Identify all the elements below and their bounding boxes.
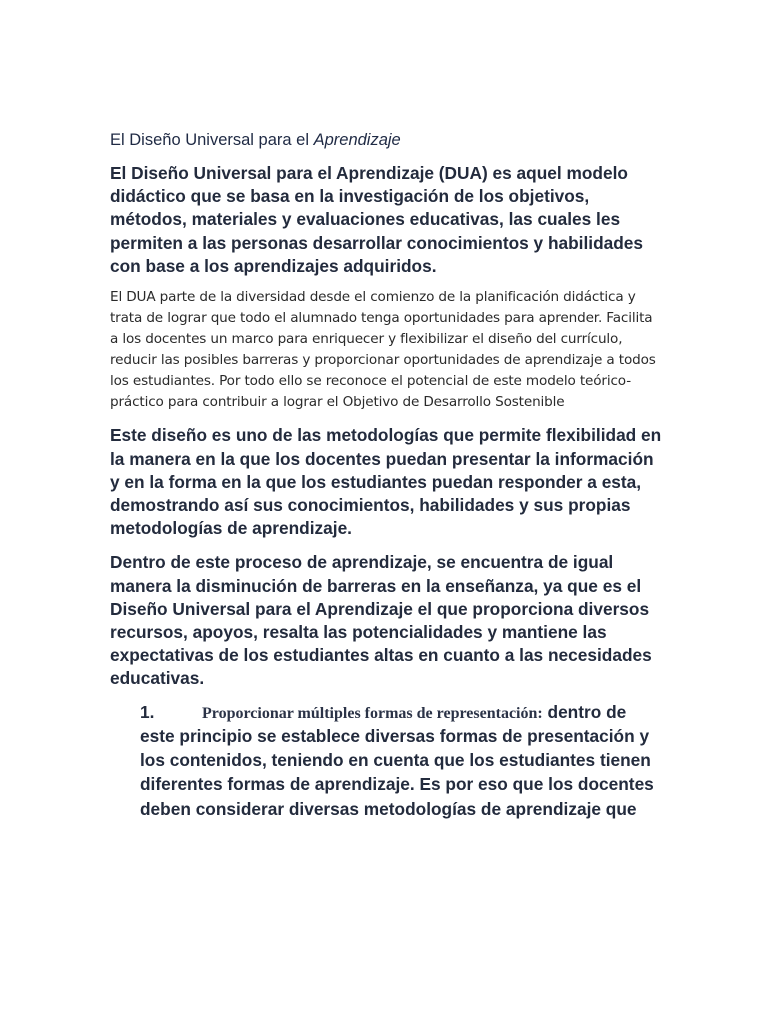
list-item-principle-1 [110, 701, 662, 822]
paragraph-dua-diversity: El DUA parte de la diversidad desde el comienzo de la planificación didáctica y trata de lograr que todo el alumnado tenga oportunidades para aprender. Facilita a los docentes un marco para enriquecer y flexibilizar el diseño del currículo, reducir las posibles barreras y proporcionar oportunidades de aprendizaje a todos los estudiantes. Por todo ello se reconoce el potencial de este modelo teórico-práctico para contribuir a lograr el Objetivo de Desarrollo Sostenible [110, 289, 656, 410]
paragraph-barriers: Dentro de este proceso de aprendizaje, se encuentra de igual manera la disminución de barreras en la enseñanza, ya que es el Diseño Universal para el Aprendizaje el que proporciona diversos recursos, apoyos, resalta las potencialidades y mantiene las expectativas de los estudiantes altas en cuanto a las necesidades educativas. [110, 552, 652, 689]
paragraph-flexibility: Este diseño es uno de las metodologías que permite flexibilidad en la manera en la que los docentes puedan presentar la información y en la forma en la que los estudiantes puedan responder a esta, demostrando así sus conocimientos, habilidades y sus propias metodologías de aprendizaje. [110, 425, 662, 539]
list-number: 1. [140, 701, 155, 722]
paragraph-dua-definition: El Diseño Universal para el Aprendizaje (DUA) es aquel modelo didáctico que se basa en la investigación de los objetivos, métodos, materiales y evaluaciones educativas, las cuales les permiten a las personas desarrollar conocimientos y habilidades con base a los aprendizajes adquiridos. [110, 163, 644, 276]
heading-text: El Diseño Universal para el [110, 131, 314, 149]
heading-italic-text: Aprendizaje [313, 131, 401, 149]
document-content [110, 128, 662, 822]
list-lead-text: Proporcionar múltiples formas de representación: [202, 704, 543, 722]
document-heading [110, 128, 662, 152]
list-body-text: dentro de este principio se establece diversas formas de presentación y los contenidos, teniendo en cuenta que los estudiantes tienen diferentes formas de aprendizaje. Es por eso que los docentes deben considerar diversas metodologías de aprendizaje que [140, 701, 654, 819]
